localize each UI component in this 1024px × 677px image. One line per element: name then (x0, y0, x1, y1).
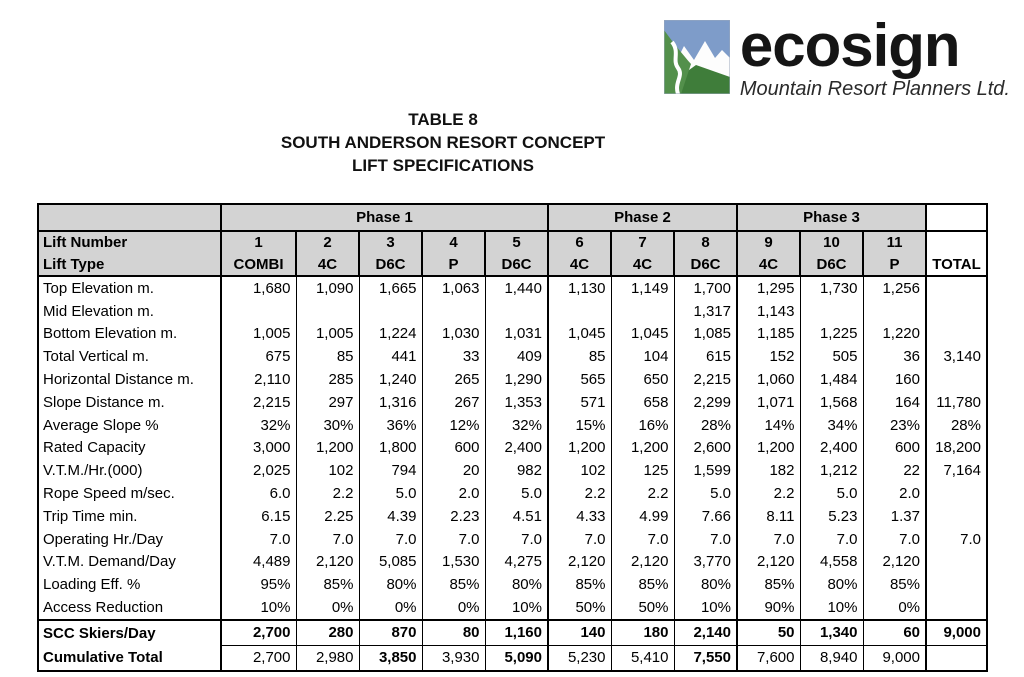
data-row (38, 391, 987, 414)
data-cell: 297 (296, 391, 359, 414)
data-cell: 7,164 (926, 459, 987, 482)
data-cell: 8.11 (737, 505, 800, 528)
row-label: V.T.M./Hr.(000) (38, 459, 221, 482)
data-cell: 1,031 (485, 323, 548, 346)
data-cell: 60 (863, 620, 926, 646)
lift-number-header: 4 (422, 231, 485, 253)
lift-type-header: D6C (674, 253, 737, 276)
data-cell: 36% (359, 414, 422, 437)
data-cell (863, 300, 926, 323)
lift-number-header: 3 (359, 231, 422, 253)
data-cell: 1,290 (485, 368, 548, 391)
data-cell: 7.0 (611, 528, 674, 551)
data-cell: 2,215 (221, 391, 296, 414)
phase-row-total-spacer (926, 204, 987, 231)
data-cell: 3,930 (422, 645, 485, 671)
summary-row (38, 645, 987, 671)
data-cell: 7.0 (548, 528, 611, 551)
data-cell: 80 (422, 620, 485, 646)
phase-header: Phase 2 (548, 204, 737, 231)
lift-type-header: D6C (800, 253, 863, 276)
data-cell: 441 (359, 345, 422, 368)
data-cell: 1,130 (548, 276, 611, 300)
data-cell: 34% (800, 414, 863, 437)
row-label: Rated Capacity (38, 437, 221, 460)
data-cell (926, 645, 987, 671)
data-cell (359, 300, 422, 323)
title-block (0, 108, 886, 177)
data-row (38, 528, 987, 551)
data-cell: 1,353 (485, 391, 548, 414)
data-cell: 2.2 (611, 482, 674, 505)
data-cell: 409 (485, 345, 548, 368)
data-cell: 5,230 (548, 645, 611, 671)
data-cell: 10% (485, 596, 548, 620)
data-cell: 1,045 (548, 323, 611, 346)
data-cell: 5,410 (611, 645, 674, 671)
data-cell: 2,400 (485, 437, 548, 460)
data-cell: 0% (359, 596, 422, 620)
row-label: Loading Eff. % (38, 573, 221, 596)
data-cell: 182 (737, 459, 800, 482)
data-cell: 2,600 (674, 437, 737, 460)
phase-header-row (38, 204, 987, 231)
data-cell: 1,045 (611, 323, 674, 346)
lift-specifications-table-wrap (37, 203, 988, 672)
lift-type-header: 4C (611, 253, 674, 276)
data-row (38, 300, 987, 323)
company-logo (664, 12, 1010, 101)
data-cell: 1,240 (359, 368, 422, 391)
lift-type-header: 4C (548, 253, 611, 276)
data-cell (926, 323, 987, 346)
data-cell: 7.0 (800, 528, 863, 551)
data-cell: 1,149 (611, 276, 674, 300)
data-cell: 2,700 (221, 620, 296, 646)
resort-title: SOUTH ANDERSON RESORT CONCEPT (280, 133, 606, 152)
data-cell: 50 (737, 620, 800, 646)
data-cell: 1,295 (737, 276, 800, 300)
data-cell: 2.25 (296, 505, 359, 528)
data-cell: 7.0 (422, 528, 485, 551)
lift-type-label: Lift Type (38, 253, 221, 276)
data-cell: 9,000 (863, 645, 926, 671)
data-cell: 1,185 (737, 323, 800, 346)
data-cell: 565 (548, 368, 611, 391)
data-cell: 5,085 (359, 551, 422, 574)
data-cell (926, 276, 987, 300)
data-cell (548, 300, 611, 323)
data-cell: 1,143 (737, 300, 800, 323)
data-cell: 125 (611, 459, 674, 482)
data-cell: 95% (221, 573, 296, 596)
data-cell (926, 368, 987, 391)
data-cell: 1,568 (800, 391, 863, 414)
data-cell: 4.99 (611, 505, 674, 528)
data-cell: 2,980 (296, 645, 359, 671)
data-cell: 1,005 (221, 323, 296, 346)
data-cell: 1,224 (359, 323, 422, 346)
data-cell: 23% (863, 414, 926, 437)
data-cell: 32% (485, 414, 548, 437)
lift-number-header: 9 (737, 231, 800, 253)
data-cell: 265 (422, 368, 485, 391)
data-cell: 1,317 (674, 300, 737, 323)
data-cell: 30% (296, 414, 359, 437)
data-cell: 0% (422, 596, 485, 620)
lift-number-header: 6 (548, 231, 611, 253)
data-cell: 7.0 (296, 528, 359, 551)
phase-row-corner (38, 204, 221, 231)
data-cell: 7,550 (674, 645, 737, 671)
data-cell: 1,200 (548, 437, 611, 460)
brand-tagline: Mountain Resort Planners Ltd. (739, 78, 1010, 100)
data-cell: 1,090 (296, 276, 359, 300)
row-label: Top Elevation m. (38, 276, 221, 300)
data-cell: 10% (674, 596, 737, 620)
data-cell: 2.23 (422, 505, 485, 528)
data-row (38, 573, 987, 596)
data-row (38, 551, 987, 574)
data-cell: 2,120 (863, 551, 926, 574)
data-cell: 4.51 (485, 505, 548, 528)
data-cell: 7.0 (926, 528, 987, 551)
row-label: V.T.M. Demand/Day (38, 551, 221, 574)
data-row (38, 459, 987, 482)
lift-type-row (38, 253, 987, 276)
data-cell: 615 (674, 345, 737, 368)
data-cell (800, 300, 863, 323)
data-cell: 102 (296, 459, 359, 482)
data-cell: 7.0 (485, 528, 548, 551)
data-cell: 3,000 (221, 437, 296, 460)
data-row (38, 505, 987, 528)
data-cell: 794 (359, 459, 422, 482)
data-row (38, 482, 987, 505)
data-cell: 1,700 (674, 276, 737, 300)
data-cell: 7,600 (737, 645, 800, 671)
data-cell: 102 (548, 459, 611, 482)
data-cell: 85% (863, 573, 926, 596)
row-label: SCC Skiers/Day (38, 620, 221, 646)
data-cell: 1,256 (863, 276, 926, 300)
data-cell: 5.0 (485, 482, 548, 505)
lift-type-header: P (863, 253, 926, 276)
data-cell: 650 (611, 368, 674, 391)
data-cell: 2,110 (221, 368, 296, 391)
data-cell: 1,160 (485, 620, 548, 646)
row-label: Rope Speed m/sec. (38, 482, 221, 505)
data-cell: 2,700 (221, 645, 296, 671)
lift-type-header: 4C (296, 253, 359, 276)
row-label: Slope Distance m. (38, 391, 221, 414)
data-cell: 22 (863, 459, 926, 482)
data-cell: 50% (548, 596, 611, 620)
data-cell: 600 (422, 437, 485, 460)
data-cell: 3,770 (674, 551, 737, 574)
data-cell: 2,025 (221, 459, 296, 482)
data-cell: 16% (611, 414, 674, 437)
data-cell: 1,200 (737, 437, 800, 460)
data-cell: 600 (863, 437, 926, 460)
data-cell: 15% (548, 414, 611, 437)
data-cell: 85 (296, 345, 359, 368)
data-cell: 7.0 (863, 528, 926, 551)
lift-number-header: 8 (674, 231, 737, 253)
data-cell: 4,558 (800, 551, 863, 574)
data-cell: 1,665 (359, 276, 422, 300)
data-cell: 7.0 (737, 528, 800, 551)
row-label: Cumulative Total (38, 645, 221, 671)
lift-number-header: 10 (800, 231, 863, 253)
data-cell (926, 551, 987, 574)
table-number-title: TABLE 8 (408, 110, 478, 129)
table-subtitle: LIFT SPECIFICATIONS (352, 156, 534, 175)
data-cell: 1,316 (359, 391, 422, 414)
lift-number-row (38, 231, 987, 253)
lift-number-header: 1 (221, 231, 296, 253)
lift-number-header: 11 (863, 231, 926, 253)
data-cell: 0% (296, 596, 359, 620)
data-cell: 571 (548, 391, 611, 414)
row-label: Access Reduction (38, 596, 221, 620)
summary-row (38, 620, 987, 646)
data-cell: 80% (800, 573, 863, 596)
data-cell: 2,120 (548, 551, 611, 574)
data-cell: 2,299 (674, 391, 737, 414)
data-cell: 2,215 (674, 368, 737, 391)
row-label: Average Slope % (38, 414, 221, 437)
data-cell: 2,120 (611, 551, 674, 574)
data-cell: 5.0 (674, 482, 737, 505)
data-cell: 85% (737, 573, 800, 596)
data-row (38, 368, 987, 391)
row-label: Trip Time min. (38, 505, 221, 528)
data-cell (422, 300, 485, 323)
lift-number-label: Lift Number (38, 231, 221, 253)
data-cell: 80% (674, 573, 737, 596)
data-cell: 3,850 (359, 645, 422, 671)
data-cell: 1,225 (800, 323, 863, 346)
row-label: Operating Hr./Day (38, 528, 221, 551)
data-cell: 4.39 (359, 505, 422, 528)
row-label: Horizontal Distance m. (38, 368, 221, 391)
data-cell: 870 (359, 620, 422, 646)
data-cell (926, 505, 987, 528)
data-cell: 285 (296, 368, 359, 391)
data-cell: 280 (296, 620, 359, 646)
data-cell: 3,140 (926, 345, 987, 368)
data-cell: 50% (611, 596, 674, 620)
data-cell: 1,800 (359, 437, 422, 460)
lift-type-header: D6C (485, 253, 548, 276)
data-cell: 1,484 (800, 368, 863, 391)
data-cell: 11,780 (926, 391, 987, 414)
data-cell: 80% (359, 573, 422, 596)
data-cell: 160 (863, 368, 926, 391)
data-cell: 12% (422, 414, 485, 437)
data-cell: 5.0 (800, 482, 863, 505)
data-cell (926, 573, 987, 596)
row-label: Bottom Elevation m. (38, 323, 221, 346)
data-cell: 104 (611, 345, 674, 368)
lift-number-header: 5 (485, 231, 548, 253)
lift-specifications-table (37, 203, 988, 672)
data-cell (926, 300, 987, 323)
data-cell: 85% (422, 573, 485, 596)
logo-text (739, 12, 1010, 101)
data-cell (611, 300, 674, 323)
data-cell: 80% (485, 573, 548, 596)
data-cell: 28% (674, 414, 737, 437)
data-cell: 18,200 (926, 437, 987, 460)
data-cell: 7.0 (674, 528, 737, 551)
data-cell: 9,000 (926, 620, 987, 646)
data-cell (926, 596, 987, 620)
data-cell: 6.0 (221, 482, 296, 505)
data-row (38, 414, 987, 437)
data-cell: 1,071 (737, 391, 800, 414)
data-cell: 7.0 (359, 528, 422, 551)
data-cell: 8,940 (800, 645, 863, 671)
data-cell: 1,005 (296, 323, 359, 346)
data-cell: 85% (611, 573, 674, 596)
data-cell: 2.0 (863, 482, 926, 505)
lift-type-header: D6C (359, 253, 422, 276)
data-cell: 36 (863, 345, 926, 368)
data-cell: 2,400 (800, 437, 863, 460)
data-row (38, 596, 987, 620)
data-cell: 4,489 (221, 551, 296, 574)
data-cell: 675 (221, 345, 296, 368)
data-cell: 2.2 (548, 482, 611, 505)
data-row (38, 323, 987, 346)
data-cell: 1,200 (611, 437, 674, 460)
data-cell: 85% (296, 573, 359, 596)
row-label: Total Vertical m. (38, 345, 221, 368)
data-cell: 90% (737, 596, 800, 620)
data-cell: 658 (611, 391, 674, 414)
data-cell: 85% (548, 573, 611, 596)
data-cell: 267 (422, 391, 485, 414)
data-cell: 28% (926, 414, 987, 437)
data-cell: 1,340 (800, 620, 863, 646)
data-cell: 2,120 (737, 551, 800, 574)
data-cell: 85 (548, 345, 611, 368)
mountain-logo-icon (664, 20, 730, 94)
lift-type-header: COMBI (221, 253, 296, 276)
data-row (38, 276, 987, 300)
data-cell: 164 (863, 391, 926, 414)
data-cell (485, 300, 548, 323)
data-cell: 982 (485, 459, 548, 482)
data-cell: 1,200 (296, 437, 359, 460)
data-cell: 6.15 (221, 505, 296, 528)
data-cell: 1,063 (422, 276, 485, 300)
data-cell (926, 482, 987, 505)
data-cell: 33 (422, 345, 485, 368)
data-cell: 1,599 (674, 459, 737, 482)
data-row (38, 345, 987, 368)
data-cell: 2,140 (674, 620, 737, 646)
data-cell: 152 (737, 345, 800, 368)
data-cell: 5.23 (800, 505, 863, 528)
data-cell: 2.2 (737, 482, 800, 505)
phase-header: Phase 1 (221, 204, 548, 231)
data-cell: 0% (863, 596, 926, 620)
data-cell: 2,120 (296, 551, 359, 574)
data-cell: 4,275 (485, 551, 548, 574)
data-cell: 1,212 (800, 459, 863, 482)
data-cell: 180 (611, 620, 674, 646)
data-cell: 7.0 (221, 528, 296, 551)
data-cell: 1,680 (221, 276, 296, 300)
data-cell: 2.0 (422, 482, 485, 505)
data-cell: 505 (800, 345, 863, 368)
brand-name: ecosign (739, 12, 960, 79)
data-cell: 1.37 (863, 505, 926, 528)
data-cell: 5,090 (485, 645, 548, 671)
data-cell: 32% (221, 414, 296, 437)
data-cell (221, 300, 296, 323)
total-header: TOTAL (926, 231, 987, 276)
lift-type-header: 4C (737, 253, 800, 276)
data-cell: 1,030 (422, 323, 485, 346)
lift-type-header: P (422, 253, 485, 276)
data-cell: 2.2 (296, 482, 359, 505)
lift-number-header: 7 (611, 231, 674, 253)
data-cell: 1,530 (422, 551, 485, 574)
data-row (38, 437, 987, 460)
data-cell: 1,220 (863, 323, 926, 346)
row-label: Mid Elevation m. (38, 300, 221, 323)
data-cell: 10% (221, 596, 296, 620)
data-cell: 1,060 (737, 368, 800, 391)
data-cell: 14% (737, 414, 800, 437)
data-cell: 4.33 (548, 505, 611, 528)
data-cell: 7.66 (674, 505, 737, 528)
data-cell: 1,085 (674, 323, 737, 346)
data-cell: 10% (800, 596, 863, 620)
data-cell: 5.0 (359, 482, 422, 505)
data-cell: 1,440 (485, 276, 548, 300)
data-cell: 1,730 (800, 276, 863, 300)
lift-number-header: 2 (296, 231, 359, 253)
data-cell (296, 300, 359, 323)
data-cell: 20 (422, 459, 485, 482)
phase-header: Phase 3 (737, 204, 926, 231)
data-cell: 140 (548, 620, 611, 646)
